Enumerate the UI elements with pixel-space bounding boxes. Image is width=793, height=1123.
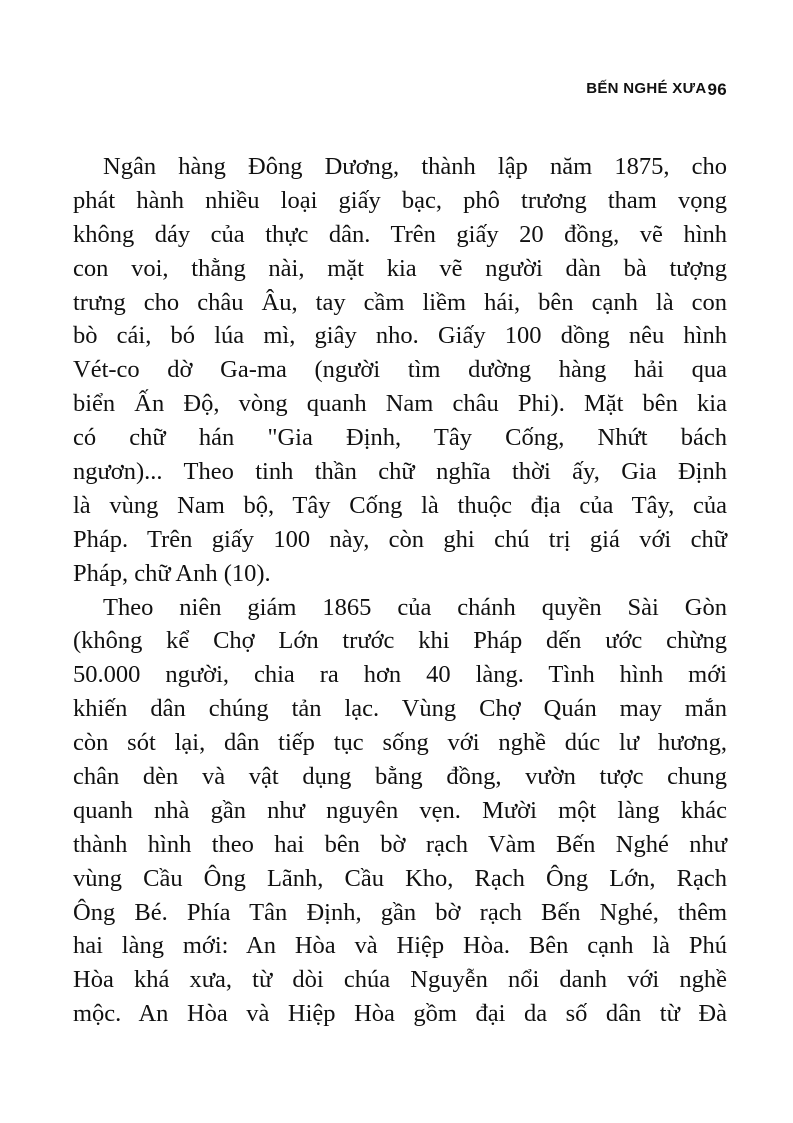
page-number: 96 [707,80,727,99]
text-line: quanh nhà gần như nguyên vẹn. Mười một làng khác [73,796,727,824]
text-line: hai làng mới: An Hòa và Hiệp Hòa. Bên cạnh là Phú [73,932,727,960]
text-line: Ngân hàng Đông Dương, thành lập năm 1875, cho [103,153,727,180]
text-line: Theo niên giám 1865 của chánh quyền Sài Gòn [103,593,727,621]
text-line: chân dèn và vật dụng bằng đồng, vườn tược chung [73,763,727,791]
text-line: phát hành nhiều loại giấy bạc, phô trương tham vọng [73,186,727,214]
paragraph-population [73,591,727,1032]
text-line: không dáy của thực dân. Trên giấy 20 đồng, vẽ hình [73,220,727,248]
text-line: trưng cho châu Âu, tay cầm liềm hái, bên cạnh là con [73,288,727,316]
text-line: vùng Cầu Ông Lãnh, Cầu Kho, Rạch Ông Lớn, Rạch [73,864,727,892]
text-line: là vùng Nam bộ, Tây Cống là thuộc địa của Tây, của [73,491,727,519]
body-text [73,150,727,1031]
text-line: (không kể Chợ Lớn trước khi Pháp dến ước chừng [73,627,727,655]
text-line: Ông Bé. Phía Tân Định, gần bờ rạch Bến Nghé, thêm [73,898,727,926]
text-line: bò cái, bó lúa mì, giây nho. Giấy 100 dồng nêu hình [73,322,727,350]
text-line: Hòa khá xưa, từ dòi chúa Nguyễn nổi danh với nghề [73,966,727,994]
text-line: khiến dân chúng tản lạc. Vùng Chợ Quán may mắn [73,695,727,723]
text-line: con voi, thằng nài, mặt kia vẽ người dàn bà tượng [73,254,727,282]
paragraph-banknotes [73,150,727,591]
text-line: còn sót lại, dân tiếp tục sống với nghề dúc lư hương, [73,729,727,757]
text-line: biển Ấn Độ, vòng quanh Nam châu Phi). Mặt bên kia [73,390,727,418]
text-line: 50.000 người, chia ra hơn 40 làng. Tình hình mới [73,661,727,689]
text-line: ngươn)... Theo tinh thần chữ nghĩa thời ấy, Gia Định [73,458,727,486]
text-line: thành hình theo hai bên bờ rạch Vàm Bến Nghé như [73,830,727,858]
book-title: BẾN NGHÉ XƯA [586,80,707,97]
text-line: có chữ hán "Gia Định, Tây Cống, Nhứt bách [73,424,727,452]
text-line: Pháp. Trên giấy 100 này, còn ghi chú trị giá với chữ [73,525,727,553]
running-header [586,78,727,98]
text-line: Vét-co dờ Ga-ma (người tìm dường hàng hải qua [73,356,727,384]
text-line: mộc. An Hòa và Hiệp Hòa gồm đại da số dân từ Đà [73,1000,727,1028]
text-line: Pháp, chữ Anh (10). [73,559,271,587]
